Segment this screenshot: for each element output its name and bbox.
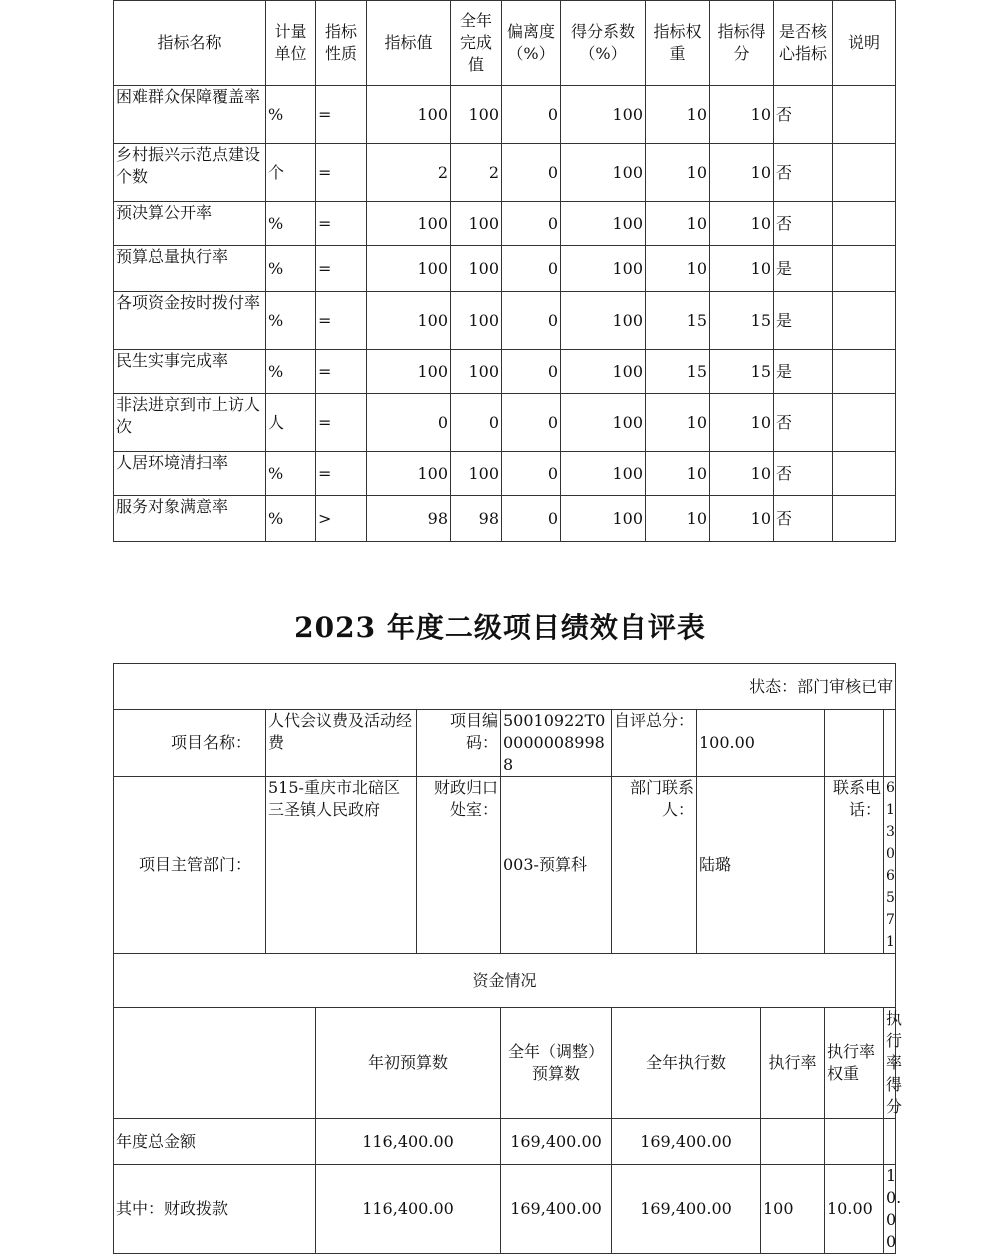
indicator-score: 15: [710, 350, 774, 394]
indicator-value: 98: [367, 496, 451, 542]
indicator-note: [833, 394, 896, 452]
indicator-unit: %: [266, 202, 316, 246]
project-name-label: 项目名称：: [114, 710, 266, 777]
indicator-row: [114, 292, 896, 350]
project-score-value: 100.00: [697, 710, 825, 777]
indicator-core: 否: [774, 86, 833, 144]
funds-header-adjusted: 全年（调整）预算数: [501, 1008, 612, 1119]
form-title: 2023 年度二级项目绩效自评表: [294, 611, 706, 644]
funds-row: [114, 1119, 896, 1165]
indicator-row: [114, 496, 896, 542]
indicator-core: 否: [774, 202, 833, 246]
funds-adjusted: 169,400.00: [501, 1119, 612, 1165]
funds-weight: [825, 1119, 884, 1165]
funds-row-label: 年度总金额: [114, 1119, 316, 1165]
funds-header-weight: 执行率权重: [825, 1008, 884, 1119]
indicator-done: 100: [451, 246, 502, 292]
indicator-table: [113, 0, 896, 542]
indicator-value: 100: [367, 452, 451, 496]
indicator-weight: 10: [646, 246, 710, 292]
indicator-unit: %: [266, 452, 316, 496]
indicator-nature: =: [316, 144, 367, 202]
project-code-value: 50010922T000000089988: [501, 710, 612, 777]
indicator-note: [833, 86, 896, 144]
indicator-weight: 10: [646, 394, 710, 452]
indicator-nature: =: [316, 292, 367, 350]
indicator-note: [833, 452, 896, 496]
funds-section-label: 资金情况: [114, 954, 896, 1008]
header-core: 是否核心指标: [774, 1, 833, 86]
indicator-row: [114, 350, 896, 394]
funds-body: [114, 1119, 902, 1254]
indicator-done: 98: [451, 496, 502, 542]
funds-header-executed: 全年执行数: [612, 1008, 761, 1119]
indicator-note: [833, 202, 896, 246]
indicator-coefficient: 100: [561, 86, 646, 144]
indicator-deviation: 0: [502, 394, 561, 452]
indicator-note: [833, 496, 896, 542]
empty-cell: [884, 710, 896, 777]
indicator-core: 否: [774, 394, 833, 452]
indicator-weight: 15: [646, 350, 710, 394]
indicator-unit: %: [266, 350, 316, 394]
funds-weight: 10.00: [825, 1165, 884, 1254]
project-code-label: 项目编码：: [417, 710, 501, 777]
funds-row-label: 其中：财政拨款: [114, 1165, 316, 1254]
indicator-value: 100: [367, 350, 451, 394]
indicator-deviation: 0: [502, 144, 561, 202]
phone-value: 61306571: [884, 777, 896, 954]
indicator-score: 10: [710, 394, 774, 452]
indicator-name: 服务对象满意率: [114, 496, 266, 542]
indicator-value: 2: [367, 144, 451, 202]
indicator-value: 0: [367, 394, 451, 452]
header-name: 指标名称: [114, 1, 266, 86]
indicator-unit: 个: [266, 144, 316, 202]
indicator-coefficient: 100: [561, 202, 646, 246]
empty-cell: [114, 1008, 316, 1119]
indicator-name: 人居环境清扫率: [114, 452, 266, 496]
header-nature: 指标性质: [316, 1, 367, 86]
indicator-core: 否: [774, 452, 833, 496]
indicator-done: 100: [451, 202, 502, 246]
funds-header-score: 执行率得分: [884, 1008, 896, 1119]
indicator-row: [114, 452, 896, 496]
empty-cell: [825, 710, 884, 777]
indicator-core: 否: [774, 496, 833, 542]
header-note: 说明: [833, 1, 896, 86]
funds-rate: [761, 1119, 825, 1165]
indicator-unit: %: [266, 246, 316, 292]
indicator-coefficient: 100: [561, 292, 646, 350]
funds-adjusted: 169,400.00: [501, 1165, 612, 1254]
indicator-nature: =: [316, 86, 367, 144]
project-score-label: 自评总分：: [612, 710, 697, 777]
indicator-deviation: 0: [502, 496, 561, 542]
indicator-deviation: 0: [502, 86, 561, 144]
indicator-weight: 10: [646, 86, 710, 144]
indicator-core: 是: [774, 350, 833, 394]
indicator-body: [114, 86, 896, 542]
indicator-weight: 10: [646, 202, 710, 246]
indicator-done: 0: [451, 394, 502, 452]
indicator-name: 预决算公开率: [114, 202, 266, 246]
indicator-score: 10: [710, 144, 774, 202]
indicator-done: 100: [451, 350, 502, 394]
funds-initial: 116,400.00: [316, 1119, 501, 1165]
indicator-weight: 10: [646, 452, 710, 496]
indicator-score: 15: [710, 292, 774, 350]
indicator-done: 100: [451, 292, 502, 350]
indicator-nature: =: [316, 350, 367, 394]
indicator-deviation: 0: [502, 246, 561, 292]
indicator-name: 困难群众保障覆盖率: [114, 86, 266, 144]
indicator-score: 10: [710, 86, 774, 144]
indicator-score: 10: [710, 246, 774, 292]
project-name-value: 人代会议费及活动经费: [266, 710, 417, 777]
funds-header-initial: 年初预算数: [316, 1008, 501, 1119]
indicator-deviation: 0: [502, 350, 561, 394]
indicator-coefficient: 100: [561, 496, 646, 542]
phone-label: 联系电话：: [825, 777, 884, 954]
indicator-unit: %: [266, 496, 316, 542]
indicator-row: [114, 202, 896, 246]
indicator-done: 2: [451, 144, 502, 202]
dept-value: 515-重庆市北碚区三圣镇人民政府: [266, 777, 417, 954]
indicator-nature: =: [316, 246, 367, 292]
funds-section-row: [114, 954, 896, 1008]
indicator-nature: =: [316, 202, 367, 246]
indicator-note: [833, 292, 896, 350]
indicator-row: [114, 86, 896, 144]
indicator-coefficient: 100: [561, 144, 646, 202]
indicator-nature: =: [316, 394, 367, 452]
finance-value: 003-预算科: [501, 777, 612, 954]
indicator-score: 10: [710, 202, 774, 246]
indicator-header-row: [114, 1, 896, 86]
header-weight: 指标权重: [646, 1, 710, 86]
project-name-row: [114, 710, 896, 777]
indicator-name: 乡村振兴示范点建设个数: [114, 144, 266, 202]
indicator-weight: 15: [646, 292, 710, 350]
indicator-nature: =: [316, 452, 367, 496]
indicator-name: 预算总量执行率: [114, 246, 266, 292]
header-deviation: 偏离度（%）: [502, 1, 561, 86]
funds-score: 10.00: [884, 1165, 896, 1254]
indicator-row: [114, 246, 896, 292]
indicator-value: 100: [367, 86, 451, 144]
indicator-note: [833, 246, 896, 292]
indicator-value: 100: [367, 292, 451, 350]
indicator-note: [833, 144, 896, 202]
indicator-name: 民生实事完成率: [114, 350, 266, 394]
funds-row: [114, 1165, 896, 1254]
finance-label: 财政归口处室：: [417, 777, 501, 954]
indicator-weight: 10: [646, 144, 710, 202]
indicator-core: 否: [774, 144, 833, 202]
contact-label: 部门联系人：: [612, 777, 697, 954]
indicator-value: 100: [367, 202, 451, 246]
indicator-name: 各项资金按时拨付率: [114, 292, 266, 350]
header-unit: 计量单位: [266, 1, 316, 86]
header-coefficient: 得分系数（%）: [561, 1, 646, 86]
indicator-deviation: 0: [502, 452, 561, 496]
indicator-nature: >: [316, 496, 367, 542]
indicator-note: [833, 350, 896, 394]
indicator-value: 100: [367, 246, 451, 292]
header-score: 指标得分: [710, 1, 774, 86]
indicator-coefficient: 100: [561, 452, 646, 496]
funds-score: [884, 1119, 896, 1165]
indicator-deviation: 0: [502, 292, 561, 350]
status-row: [114, 664, 896, 710]
indicator-unit: %: [266, 86, 316, 144]
funds-initial: 116,400.00: [316, 1165, 501, 1254]
indicator-unit: 人: [266, 394, 316, 452]
indicator-core: 是: [774, 292, 833, 350]
indicator-done: 100: [451, 86, 502, 144]
funds-header-rate: 执行率: [761, 1008, 825, 1119]
indicator-deviation: 0: [502, 202, 561, 246]
funds-rate: 100: [761, 1165, 825, 1254]
indicator-name: 非法进京到市上访人次: [114, 394, 266, 452]
indicator-row: [114, 144, 896, 202]
indicator-row: [114, 394, 896, 452]
dept-row: [114, 777, 896, 954]
indicator-coefficient: 100: [561, 246, 646, 292]
contact-value: 陆璐: [697, 777, 825, 954]
project-table: [113, 663, 903, 1254]
header-done: 全年完成值: [451, 1, 502, 86]
status-text: 状态：部门审核已审: [114, 664, 896, 710]
indicator-coefficient: 100: [561, 350, 646, 394]
indicator-core: 是: [774, 246, 833, 292]
indicator-coefficient: 100: [561, 394, 646, 452]
funds-header-row: [114, 1008, 896, 1119]
indicator-unit: %: [266, 292, 316, 350]
funds-executed: 169,400.00: [612, 1165, 761, 1254]
indicator-done: 100: [451, 452, 502, 496]
indicator-score: 10: [710, 496, 774, 542]
indicator-score: 10: [710, 452, 774, 496]
indicator-weight: 10: [646, 496, 710, 542]
header-value: 指标值: [367, 1, 451, 86]
funds-executed: 169,400.00: [612, 1119, 761, 1165]
dept-label: 项目主管部门：: [114, 777, 266, 954]
